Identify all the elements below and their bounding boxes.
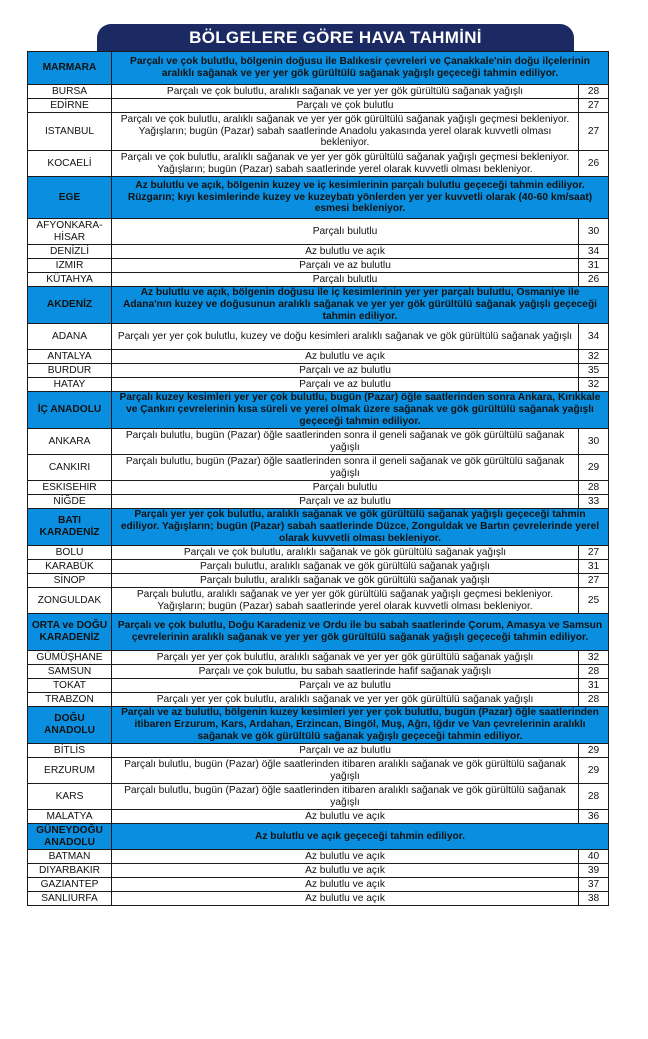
city-row (28, 85, 609, 99)
city-temperature: 37 (579, 878, 609, 892)
city-row (28, 99, 609, 113)
city-forecast: Parçalı bulutlu (112, 219, 579, 245)
city-name: KARABÜK (28, 560, 112, 574)
city-name: SAMSUN (28, 665, 112, 679)
city-forecast: Az bulutlu ve açık (112, 878, 579, 892)
city-row (28, 273, 609, 287)
city-name: HATAY (28, 378, 112, 392)
city-temperature: 29 (579, 455, 609, 481)
city-row (28, 784, 609, 810)
city-name: KARS (28, 784, 112, 810)
city-row (28, 546, 609, 560)
city-forecast: Parçalı ve az bulutlu (112, 364, 579, 378)
city-forecast: Az bulutlu ve açık (112, 864, 579, 878)
city-row (28, 495, 609, 509)
city-row (28, 378, 609, 392)
city-name: ZONGULDAK (28, 588, 112, 614)
city-name: ANTALYA (28, 350, 112, 364)
region-forecast: Parçalı ve çok bulutlu, Doğu Karadeniz ve Ordu ile bu sabah saatlerinde Çorum, Amasya ve Samsun çevrelerinin aralıklı sağanak ve yer yer gök gürültülü sağanak yağışlı geçeceği tahmin ediliyor. (112, 614, 609, 651)
region-name: İÇ ANADOLU (28, 392, 112, 429)
city-forecast: Parçalı bulutlu, bugün (Pazar) öğle saatlerinden itibaren aralıklı sağanak ve gök gürültülü sağanak yağışlı (112, 758, 579, 784)
city-forecast: Parçalı ve az bulutlu (112, 259, 579, 273)
region-row (28, 52, 609, 85)
city-temperature: 32 (579, 378, 609, 392)
city-temperature: 27 (579, 99, 609, 113)
city-row (28, 219, 609, 245)
region-name: ORTA ve DOĞU KARADENİZ (28, 614, 112, 651)
forecast-table (27, 51, 609, 906)
city-temperature: 30 (579, 219, 609, 245)
region-name: MARMARA (28, 52, 112, 85)
city-name: ESKISEHIR (28, 481, 112, 495)
city-name: ADANA (28, 324, 112, 350)
city-row (28, 113, 609, 151)
city-forecast: Parçalı bulutlu, bugün (Pazar) öğle saatlerinden itibaren aralıklı sağanak ve gök gürültülü sağanak yağışlı (112, 784, 579, 810)
city-row (28, 651, 609, 665)
page-title: BÖLGELERE GÖRE HAVA TAHMİNİ (97, 24, 574, 52)
region-row (28, 509, 609, 546)
city-name: BATMAN (28, 850, 112, 864)
region-row (28, 614, 609, 651)
city-name: GAZIANTEP (28, 878, 112, 892)
city-temperature: 28 (579, 481, 609, 495)
city-row (28, 744, 609, 758)
city-temperature: 29 (579, 744, 609, 758)
city-forecast: Parçalı bulutlu, bugün (Pazar) öğle saatlerinden sonra il geneli sağanak ve gök gürültülü sağanak yağışlı (112, 429, 579, 455)
region-row (28, 287, 609, 324)
city-name: DENİZLİ (28, 245, 112, 259)
city-forecast: Parçalı ve çok bulutlu, aralıklı sağanak ve yer yer gök gürültülü sağanak yağışlı geçmesi bekleniyor. Yağışların; bugün (Pazar) sabah saatlerinde Anadolu yakasında yerel olarak kuvvetli olması bekleniyor. (112, 113, 579, 151)
city-temperature: 32 (579, 350, 609, 364)
city-forecast: Parçalı bulutlu, aralıklı sağanak ve yer yer gök gürültülü sağanak yağışlı geçmesi bekleniyor. Yağışların; bugün (Pazar) sabah saatlerinde yerel olarak kuvvetli olması bekleniyor. (112, 588, 579, 614)
city-name: DIYARBAKIR (28, 864, 112, 878)
city-row (28, 429, 609, 455)
city-row (28, 665, 609, 679)
city-forecast: Parçalı bulutlu, bugün (Pazar) öğle saatlerinden sonra il geneli sağanak ve gök gürültülü sağanak yağışlı (112, 455, 579, 481)
city-temperature: 31 (579, 560, 609, 574)
city-name: BİTLİS (28, 744, 112, 758)
city-row (28, 259, 609, 273)
city-forecast: Parçalı ve çok bulutlu, aralıklı sağanak ve yer yer gök gürültülü sağanak yağışlı (112, 85, 579, 99)
city-name: TOKAT (28, 679, 112, 693)
region-forecast: Parçalı kuzey kesimleri yer yer çok bulutlu, bugün (Pazar) öğle saatlerinden sonra Ankara, Kırıkkale ve Çankırı çevrelerinin kısa süreli ve yerel olmak üzere sağanak ve gök gürültülü sağanak yağışlı geçeceği tahmin ediliyor. (112, 392, 609, 429)
city-name: BURSA (28, 85, 112, 99)
city-temperature: 26 (579, 151, 609, 177)
city-forecast: Parçalı ve az bulutlu (112, 495, 579, 509)
region-forecast: Parçalı yer yer çok bulutlu, aralıklı sağanak ve gök gürültülü sağanak yağışlı geçeceği tahmin ediliyor. Yağışların; bugün (Pazar) sabah saatlerinde Düzce, Zonguldak ve Bartın çevrelerinde yerel olarak kuvvetli olması bekleniyor. (112, 509, 609, 546)
city-name: SANLIURFA (28, 892, 112, 906)
city-temperature: 34 (579, 324, 609, 350)
city-row (28, 455, 609, 481)
city-forecast: Az bulutlu ve açık (112, 350, 579, 364)
city-forecast: Parçalı ve az bulutlu (112, 744, 579, 758)
city-name: KOCAELİ (28, 151, 112, 177)
city-temperature: 28 (579, 85, 609, 99)
city-forecast: Parçalı yer yer çok bulutlu, aralıklı sağanak ve yer yer gök gürültülü sağanak yağışlı (112, 693, 579, 707)
city-temperature: 33 (579, 495, 609, 509)
city-temperature: 29 (579, 758, 609, 784)
city-temperature: 31 (579, 679, 609, 693)
region-forecast: Parçalı ve az bulutlu, bölgenin kuzey kesimleri yer yer çok bulutlu, bugün (Pazar) öğle saatlerinden itibaren Erzurum, Kars, Ardahan, Erzincan, Bingöl, Muş, Ağrı, Iğdır ve Van çevrelerinin aralıklı sağanak ve gök gürültülü sağanak yağışlı geçeceği tahmin ediliyor. (112, 707, 609, 744)
region-row (28, 824, 609, 850)
city-temperature: 31 (579, 259, 609, 273)
city-temperature: 27 (579, 113, 609, 151)
city-temperature: 28 (579, 693, 609, 707)
city-temperature: 28 (579, 665, 609, 679)
city-forecast: Parçalı bulutlu (112, 273, 579, 287)
city-name: GÜMÜŞHANE (28, 651, 112, 665)
city-temperature: 25 (579, 588, 609, 614)
city-forecast: Parçalı ve çok bulutlu, aralıklı sağanak ve gök gürültülü sağanak yağışlı (112, 546, 579, 560)
city-forecast: Az bulutlu ve açık (112, 892, 579, 906)
region-name: DOĞU ANADOLU (28, 707, 112, 744)
city-temperature: 38 (579, 892, 609, 906)
city-row (28, 850, 609, 864)
city-row (28, 864, 609, 878)
city-forecast: Az bulutlu ve açık (112, 850, 579, 864)
city-forecast: Parçalı ve çok bulutlu, aralıklı sağanak ve yer yer gök gürültülü sağanak yağışlı geçmesi bekleniyor. Yağışların; bugün (Pazar) sabah saatlerinde yerel olarak kuvvetli olması bekleniyor. (112, 151, 579, 177)
city-temperature: 32 (579, 651, 609, 665)
city-row (28, 758, 609, 784)
city-row (28, 892, 609, 906)
city-temperature: 30 (579, 429, 609, 455)
city-forecast: Parçalı bulutlu (112, 481, 579, 495)
city-name: TRABZON (28, 693, 112, 707)
forecast-body (28, 52, 609, 906)
city-forecast: Parçalı bulutlu, aralıklı sağanak ve gök gürültülü sağanak yağışlı (112, 560, 579, 574)
city-forecast: Parçalı yer yer çok bulutlu, aralıklı sağanak ve yer yer gök gürültülü sağanak yağışlı (112, 651, 579, 665)
city-forecast: Parçalı ve çok bulutlu (112, 99, 579, 113)
city-row (28, 151, 609, 177)
city-name: ISTANBUL (28, 113, 112, 151)
city-name: IZMIR (28, 259, 112, 273)
city-name: ANKARA (28, 429, 112, 455)
city-name: SİNOP (28, 574, 112, 588)
city-forecast: Parçalı bulutlu, aralıklı sağanak ve gök gürültülü sağanak yağışlı (112, 574, 579, 588)
region-name: GÜNEYDOĞU ANADOLU (28, 824, 112, 850)
city-temperature: 34 (579, 245, 609, 259)
city-row (28, 588, 609, 614)
city-row (28, 350, 609, 364)
city-row (28, 560, 609, 574)
city-name: EDİRNE (28, 99, 112, 113)
region-forecast: Az bulutlu ve açık, bölgenin doğusu ile iç kesimlerinin yer yer parçalı bulutlu, Osmaniye ile Adana'nın kuzey ve doğusunun aralıklı sağanak ve yer yer gök gürültülü sağanak yağışlı geçeceği tahmin ediliyor. (112, 287, 609, 324)
city-row (28, 679, 609, 693)
city-row (28, 324, 609, 350)
city-row (28, 364, 609, 378)
region-row (28, 707, 609, 744)
city-forecast: Parçalı yer yer çok bulutlu, kuzey ve doğu kesimleri aralıklı sağanak ve gök gürültülü sağanak yağışlı (112, 324, 579, 350)
region-row (28, 392, 609, 429)
city-temperature: 26 (579, 273, 609, 287)
region-name: AKDENİZ (28, 287, 112, 324)
city-name: BURDUR (28, 364, 112, 378)
region-name: EGE (28, 177, 112, 219)
city-temperature: 27 (579, 546, 609, 560)
region-forecast: Parçalı ve çok bulutlu, bölgenin doğusu ile Balıkesir çevreleri ve Çanakkale'nin doğu ilçelerinin aralıklı sağanak ve yer yer gök gürültülü sağanak yağışlı geçeceği tahmin ediliyor. (112, 52, 609, 85)
region-name: BATI KARADENİZ (28, 509, 112, 546)
city-row (28, 245, 609, 259)
city-forecast: Parçalı ve az bulutlu (112, 679, 579, 693)
city-name: KÜTAHYA (28, 273, 112, 287)
city-forecast: Az bulutlu ve açık (112, 810, 579, 824)
city-row (28, 481, 609, 495)
city-forecast: Az bulutlu ve açık (112, 245, 579, 259)
city-row (28, 574, 609, 588)
city-forecast: Parçalı ve az bulutlu (112, 378, 579, 392)
region-forecast: Az bulutlu ve açık, bölgenin kuzey ve iç kesimlerinin parçalı bulutlu geçeceği tahmin ediliyor. Rüzgarın; kıyı kesimlerinde kuzey ve kuzeybatı yönlerden yer yer kuvvetli olarak (40-60 km/saat) esmesi bekleniyor. (112, 177, 609, 219)
city-name: NİĞDE (28, 495, 112, 509)
city-row (28, 693, 609, 707)
city-temperature: 36 (579, 810, 609, 824)
city-name: AFYONKARA-HİSAR (28, 219, 112, 245)
city-name: CANKIRI (28, 455, 112, 481)
city-name: ERZURUM (28, 758, 112, 784)
city-forecast: Parçalı ve çok bulutlu, bu sabah saatlerinde hafif sağanak yağışlı (112, 665, 579, 679)
city-name: BOLU (28, 546, 112, 560)
city-row (28, 878, 609, 892)
city-row (28, 810, 609, 824)
city-name: MALATYA (28, 810, 112, 824)
city-temperature: 35 (579, 364, 609, 378)
city-temperature: 40 (579, 850, 609, 864)
region-row (28, 177, 609, 219)
city-temperature: 28 (579, 784, 609, 810)
region-forecast: Az bulutlu ve açık geçeceği tahmin ediliyor. (112, 824, 609, 850)
city-temperature: 39 (579, 864, 609, 878)
city-temperature: 27 (579, 574, 609, 588)
